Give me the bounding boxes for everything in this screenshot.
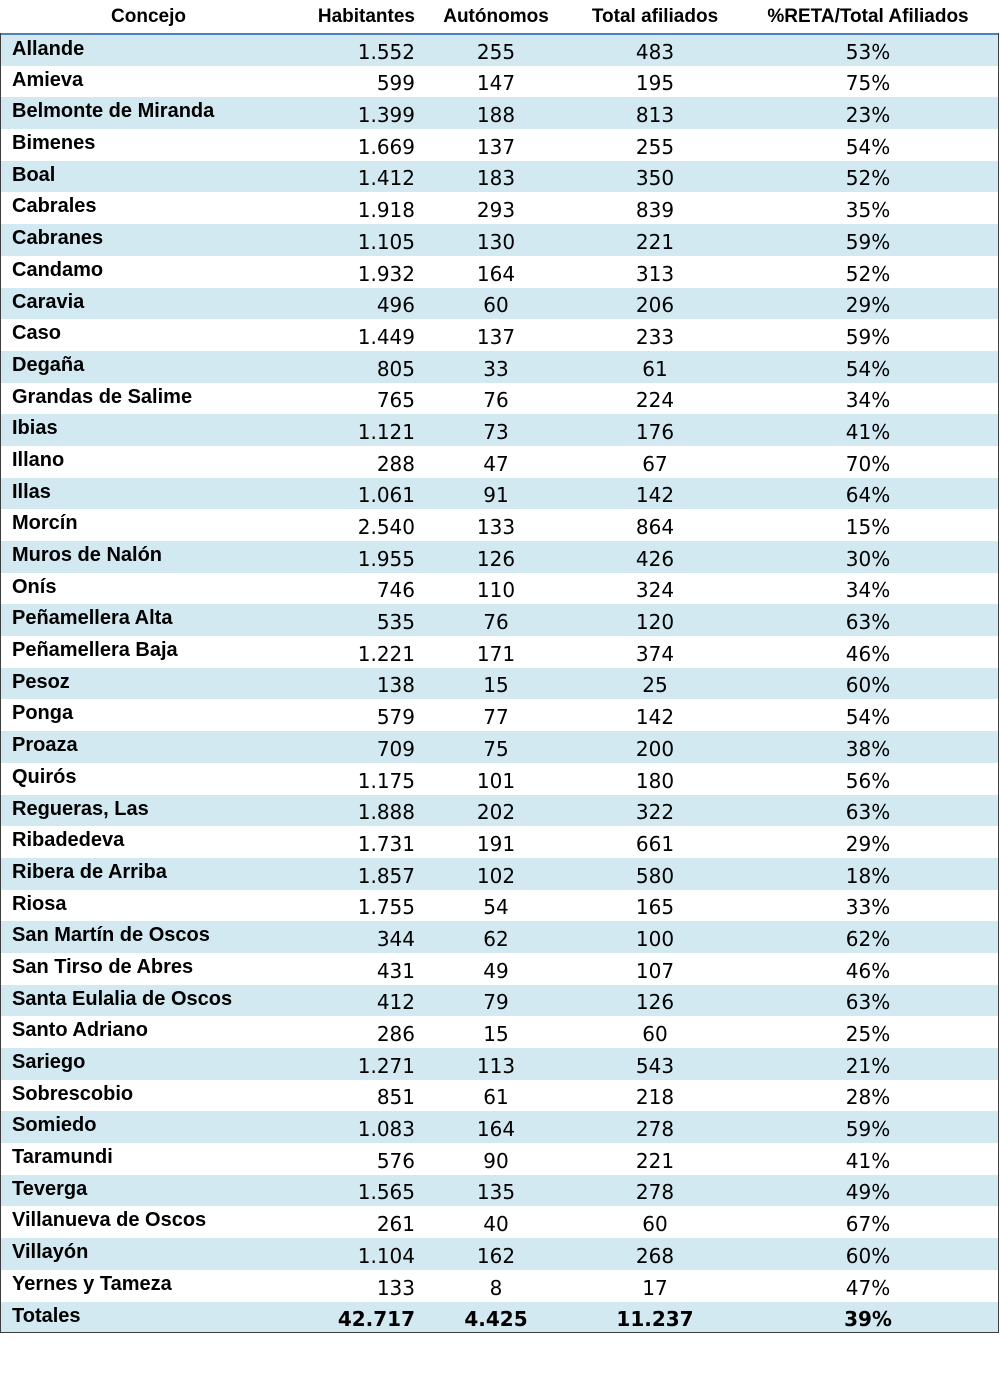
row-reta-percent: 34% xyxy=(845,578,891,603)
row-concejo: Peñamellera Alta xyxy=(12,607,173,630)
row-total-afiliados: 120 xyxy=(635,610,675,635)
row-habitantes: 1.932 xyxy=(357,261,415,286)
row-total-afiliados: 67 xyxy=(642,451,668,476)
row-habitantes: 576 xyxy=(376,1148,415,1173)
row-reta-percent: 28% xyxy=(845,1085,891,1110)
row-habitantes: 1.731 xyxy=(357,831,415,856)
row-habitantes: 579 xyxy=(376,705,415,730)
row-habitantes: 1.271 xyxy=(357,1053,415,1078)
totals-total-afiliados: 11.237 xyxy=(616,1307,694,1332)
row-autonomos: 188 xyxy=(476,103,516,128)
table-row xyxy=(0,921,999,953)
row-total-afiliados: 322 xyxy=(635,800,675,825)
row-concejo: Candamo xyxy=(12,258,104,281)
table-row xyxy=(0,129,999,161)
row-habitantes: 746 xyxy=(376,578,415,603)
row-habitantes: 1.105 xyxy=(357,229,415,254)
column-header-concejo: Concejo xyxy=(0,0,297,34)
row-concejo: Riosa xyxy=(12,892,67,915)
row-reta-percent: 67% xyxy=(845,1212,891,1237)
row-autonomos: 76 xyxy=(483,610,509,635)
row-total-afiliados: 813 xyxy=(635,103,675,128)
row-total-afiliados: 221 xyxy=(635,229,675,254)
row-total-afiliados: 60 xyxy=(642,1212,668,1237)
row-total-afiliados: 142 xyxy=(635,705,675,730)
row-habitantes: 599 xyxy=(376,71,415,96)
row-concejo: Illano xyxy=(12,448,65,471)
row-concejo: Belmonte de Miranda xyxy=(12,100,215,123)
row-autonomos: 130 xyxy=(476,229,516,254)
row-autonomos: 15 xyxy=(483,673,509,698)
row-reta-percent: 49% xyxy=(845,1180,891,1205)
row-autonomos: 102 xyxy=(476,863,516,888)
row-autonomos: 162 xyxy=(476,1243,516,1268)
table-row xyxy=(0,636,999,668)
row-reta-percent: 29% xyxy=(845,831,891,856)
row-habitantes: 1.175 xyxy=(357,768,415,793)
row-reta-percent: 64% xyxy=(845,483,891,508)
column-header-reta-percent: %RETA/Total Afiliados xyxy=(737,0,999,34)
totals-habitantes: 42.717 xyxy=(337,1307,415,1332)
row-total-afiliados: 661 xyxy=(635,831,675,856)
row-total-afiliados: 350 xyxy=(635,166,675,191)
row-reta-percent: 21% xyxy=(845,1053,891,1078)
table-header-row xyxy=(0,0,999,34)
row-reta-percent: 35% xyxy=(845,198,891,223)
totals-row xyxy=(0,1302,999,1334)
row-habitantes: 133 xyxy=(376,1275,415,1300)
table-row xyxy=(0,826,999,858)
row-concejo: Sobrescobio xyxy=(12,1082,134,1105)
row-concejo: Amieva xyxy=(12,68,84,91)
row-autonomos: 202 xyxy=(476,800,516,825)
row-reta-percent: 63% xyxy=(845,610,891,635)
row-autonomos: 91 xyxy=(483,483,509,508)
table-row xyxy=(0,699,999,731)
row-habitantes: 138 xyxy=(376,673,415,698)
row-total-afiliados: 60 xyxy=(642,1022,668,1046)
row-total-afiliados: 107 xyxy=(635,958,675,983)
row-autonomos: 191 xyxy=(476,831,516,856)
row-reta-percent: 70% xyxy=(845,451,891,476)
row-total-afiliados: 839 xyxy=(635,198,675,223)
column-header-total-afiliados: Total afiliados xyxy=(573,0,737,34)
row-habitantes: 1.552 xyxy=(357,39,415,64)
row-total-afiliados: 580 xyxy=(635,863,675,888)
table-row xyxy=(0,1238,999,1270)
table-row xyxy=(0,34,999,66)
row-habitantes: 1.918 xyxy=(357,198,415,223)
row-concejo: Pesoz xyxy=(12,670,70,693)
row-habitantes: 1.083 xyxy=(357,1117,415,1142)
row-total-afiliados: 100 xyxy=(635,926,675,951)
row-reta-percent: 59% xyxy=(845,324,891,349)
row-autonomos: 40 xyxy=(483,1212,509,1237)
table-row xyxy=(0,1048,999,1080)
row-habitantes: 1.061 xyxy=(357,483,415,508)
table-row xyxy=(0,858,999,890)
row-autonomos: 79 xyxy=(483,990,509,1015)
table-row xyxy=(0,763,999,795)
table-row xyxy=(0,1111,999,1143)
table-row xyxy=(0,1270,999,1302)
row-total-afiliados: 483 xyxy=(635,39,675,64)
row-concejo: Yernes y Tameza xyxy=(12,1272,172,1295)
row-autonomos: 101 xyxy=(476,768,516,793)
row-autonomos: 164 xyxy=(476,1117,516,1142)
row-reta-percent: 54% xyxy=(845,356,891,381)
table-body xyxy=(0,34,999,1333)
table-row xyxy=(0,509,999,541)
row-total-afiliados: 543 xyxy=(635,1053,675,1078)
row-concejo: Peñamellera Baja xyxy=(12,639,178,662)
row-reta-percent: 60% xyxy=(845,673,891,698)
row-reta-percent: 63% xyxy=(845,800,891,825)
row-autonomos: 137 xyxy=(476,324,516,349)
row-total-afiliados: 224 xyxy=(635,388,675,413)
row-reta-percent: 33% xyxy=(845,895,891,920)
row-concejo: Taramundi xyxy=(12,1146,113,1169)
table-row xyxy=(0,97,999,129)
row-concejo: Allande xyxy=(12,38,85,60)
row-habitantes: 1.412 xyxy=(357,166,415,191)
row-autonomos: 54 xyxy=(483,895,509,920)
row-concejo: San Tirso de Abres xyxy=(12,955,194,978)
row-habitantes: 1.399 xyxy=(357,103,415,128)
row-concejo: Ribadedeva xyxy=(12,829,125,852)
row-autonomos: 61 xyxy=(483,1085,509,1110)
row-reta-percent: 52% xyxy=(845,166,891,191)
row-concejo: Illas xyxy=(12,480,51,503)
table-row xyxy=(0,1175,999,1207)
row-total-afiliados: 268 xyxy=(635,1243,675,1268)
row-reta-percent: 30% xyxy=(845,546,891,571)
table-row xyxy=(0,383,999,415)
row-total-afiliados: 195 xyxy=(635,71,675,96)
table-row xyxy=(0,288,999,320)
row-total-afiliados: 233 xyxy=(635,324,675,349)
row-autonomos: 110 xyxy=(476,578,516,603)
row-total-afiliados: 374 xyxy=(635,641,675,666)
row-concejo: Muros de Nalón xyxy=(12,544,163,566)
row-concejo: Grandas de Salime xyxy=(12,385,193,408)
row-autonomos: 133 xyxy=(476,515,516,539)
row-autonomos: 126 xyxy=(476,546,516,571)
row-reta-percent: 41% xyxy=(845,1148,891,1173)
row-habitantes: 1.565 xyxy=(357,1180,415,1205)
row-reta-percent: 18% xyxy=(845,863,891,888)
row-concejo: Sariego xyxy=(12,1051,86,1073)
row-concejo: Bimenes xyxy=(12,132,96,155)
row-habitantes: 805 xyxy=(376,356,415,381)
row-total-afiliados: 126 xyxy=(635,990,675,1015)
row-reta-percent: 75% xyxy=(845,71,891,96)
row-reta-percent: 41% xyxy=(845,419,891,444)
row-concejo: Villayón xyxy=(12,1241,89,1264)
row-habitantes: 261 xyxy=(376,1212,415,1237)
row-habitantes: 496 xyxy=(376,293,415,318)
row-autonomos: 77 xyxy=(483,705,509,730)
row-reta-percent: 15% xyxy=(845,515,891,539)
column-header-autonomos: Autónomos xyxy=(419,0,573,34)
row-concejo: Ribera de Arriba xyxy=(12,860,167,883)
row-habitantes: 1.221 xyxy=(357,641,415,666)
row-autonomos: 183 xyxy=(476,166,516,191)
row-total-afiliados: 176 xyxy=(635,419,675,444)
row-habitantes: 1.955 xyxy=(357,546,415,571)
row-total-afiliados: 17 xyxy=(642,1275,668,1300)
row-habitantes: 286 xyxy=(376,1022,415,1046)
row-total-afiliados: 864 xyxy=(635,515,675,539)
row-reta-percent: 46% xyxy=(845,641,891,666)
table-row xyxy=(0,192,999,224)
row-concejo: Onís xyxy=(12,575,57,598)
totals-autonomos: 4.425 xyxy=(464,1307,528,1332)
row-concejo: Caso xyxy=(12,322,61,345)
table-row xyxy=(0,224,999,256)
table-row xyxy=(0,985,999,1017)
row-autonomos: 113 xyxy=(476,1053,516,1078)
row-autonomos: 62 xyxy=(483,926,509,951)
row-total-afiliados: 142 xyxy=(635,483,675,508)
table-row xyxy=(0,1206,999,1238)
table-row xyxy=(0,731,999,763)
row-habitantes: 431 xyxy=(376,958,415,983)
row-total-afiliados: 278 xyxy=(635,1117,675,1142)
row-autonomos: 60 xyxy=(483,293,509,318)
row-autonomos: 255 xyxy=(476,39,516,64)
row-autonomos: 49 xyxy=(483,958,509,983)
row-habitantes: 288 xyxy=(376,451,415,476)
row-habitantes: 412 xyxy=(376,990,415,1015)
row-autonomos: 135 xyxy=(476,1180,516,1205)
row-total-afiliados: 313 xyxy=(635,261,675,286)
row-autonomos: 15 xyxy=(483,1022,509,1046)
row-reta-percent: 38% xyxy=(845,736,891,761)
row-reta-percent: 54% xyxy=(845,134,891,159)
table-row xyxy=(0,161,999,193)
row-autonomos: 33 xyxy=(483,356,509,381)
row-concejo: Regueras, Las xyxy=(12,797,149,820)
table-row xyxy=(0,1016,999,1048)
row-reta-percent: 62% xyxy=(845,926,891,951)
row-total-afiliados: 61 xyxy=(642,356,668,381)
row-concejo: Cabranes xyxy=(12,227,104,250)
table-row xyxy=(0,1143,999,1175)
table-row xyxy=(0,66,999,98)
row-habitantes: 851 xyxy=(376,1085,415,1110)
row-reta-percent: 29% xyxy=(845,293,891,318)
table-row xyxy=(0,953,999,985)
row-total-afiliados: 180 xyxy=(635,768,675,793)
table-row xyxy=(0,1080,999,1112)
row-total-afiliados: 206 xyxy=(635,293,675,318)
table-row xyxy=(0,668,999,700)
row-reta-percent: 56% xyxy=(845,768,891,793)
column-header-habitantes: Habitantes xyxy=(297,0,419,34)
row-concejo: San Martín de Oscos xyxy=(12,924,210,947)
row-reta-percent: 46% xyxy=(845,958,891,983)
row-autonomos: 137 xyxy=(476,134,516,159)
row-autonomos: 8 xyxy=(489,1275,503,1300)
row-concejo: Quirós xyxy=(12,765,77,788)
row-habitantes: 1.669 xyxy=(357,134,415,159)
row-reta-percent: 59% xyxy=(845,1117,891,1142)
row-habitantes: 535 xyxy=(376,610,415,635)
row-total-afiliados: 218 xyxy=(635,1085,675,1110)
table-row xyxy=(0,319,999,351)
row-habitantes: 1.449 xyxy=(357,324,415,349)
row-reta-percent: 23% xyxy=(845,103,891,128)
row-total-afiliados: 200 xyxy=(635,736,675,761)
row-reta-percent: 52% xyxy=(845,261,891,286)
row-autonomos: 47 xyxy=(483,451,509,476)
row-habitantes: 1.888 xyxy=(357,800,415,825)
row-concejo: Degaña xyxy=(12,353,85,376)
table-row xyxy=(0,541,999,573)
row-autonomos: 76 xyxy=(483,388,509,413)
row-reta-percent: 34% xyxy=(845,388,891,413)
table-row xyxy=(0,256,999,288)
table-row xyxy=(0,414,999,446)
row-habitantes: 765 xyxy=(376,388,415,413)
row-autonomos: 73 xyxy=(483,419,509,444)
row-autonomos: 293 xyxy=(476,198,516,223)
row-autonomos: 90 xyxy=(483,1148,509,1173)
row-reta-percent: 60% xyxy=(845,1243,891,1268)
row-concejo: Ibias xyxy=(12,417,58,440)
row-reta-percent: 54% xyxy=(845,705,891,730)
table-row xyxy=(0,446,999,478)
row-concejo: Boal xyxy=(12,163,56,186)
row-concejo: Somiedo xyxy=(12,1114,97,1137)
totals-label: Totales xyxy=(12,1304,81,1327)
row-total-afiliados: 221 xyxy=(635,1148,675,1173)
row-concejo: Caravia xyxy=(12,290,85,313)
totals-reta-percent: 39% xyxy=(844,1307,892,1332)
row-concejo: Morcín xyxy=(12,512,78,535)
row-concejo: Teverga xyxy=(12,1177,88,1200)
row-total-afiliados: 278 xyxy=(635,1180,675,1205)
row-concejo: Proaza xyxy=(12,734,78,757)
row-habitantes: 1.104 xyxy=(357,1243,415,1268)
row-reta-percent: 47% xyxy=(845,1275,891,1300)
row-autonomos: 164 xyxy=(476,261,516,286)
row-autonomos: 171 xyxy=(476,641,516,666)
row-habitantes: 344 xyxy=(376,926,415,951)
row-total-afiliados: 426 xyxy=(635,546,675,571)
table-row xyxy=(0,573,999,605)
row-habitantes: 1.755 xyxy=(357,895,415,920)
row-total-afiliados: 25 xyxy=(642,673,668,698)
row-concejo: Villanueva de Oscos xyxy=(12,1209,207,1232)
row-habitantes: 709 xyxy=(376,736,415,761)
row-reta-percent: 63% xyxy=(845,990,891,1015)
row-total-afiliados: 324 xyxy=(635,578,675,603)
table-row xyxy=(0,478,999,510)
row-habitantes: 1.857 xyxy=(357,863,415,888)
row-reta-percent: 59% xyxy=(845,229,891,254)
row-reta-percent: 53% xyxy=(845,39,891,64)
table-row xyxy=(0,351,999,383)
row-total-afiliados: 255 xyxy=(635,134,675,159)
row-concejo: Cabrales xyxy=(12,195,97,218)
row-concejo: Santo Adriano xyxy=(12,1019,148,1042)
row-habitantes: 2.540 xyxy=(357,515,415,539)
row-concejo: Santa Eulalia de Oscos xyxy=(12,987,233,1010)
row-autonomos: 75 xyxy=(483,736,509,761)
table-row xyxy=(0,795,999,827)
row-concejo: Ponga xyxy=(12,702,74,725)
row-habitantes: 1.121 xyxy=(357,419,415,444)
table-row xyxy=(0,890,999,922)
row-total-afiliados: 165 xyxy=(635,895,675,920)
table-row xyxy=(0,604,999,636)
row-autonomos: 147 xyxy=(476,71,516,96)
row-reta-percent: 25% xyxy=(845,1022,891,1046)
